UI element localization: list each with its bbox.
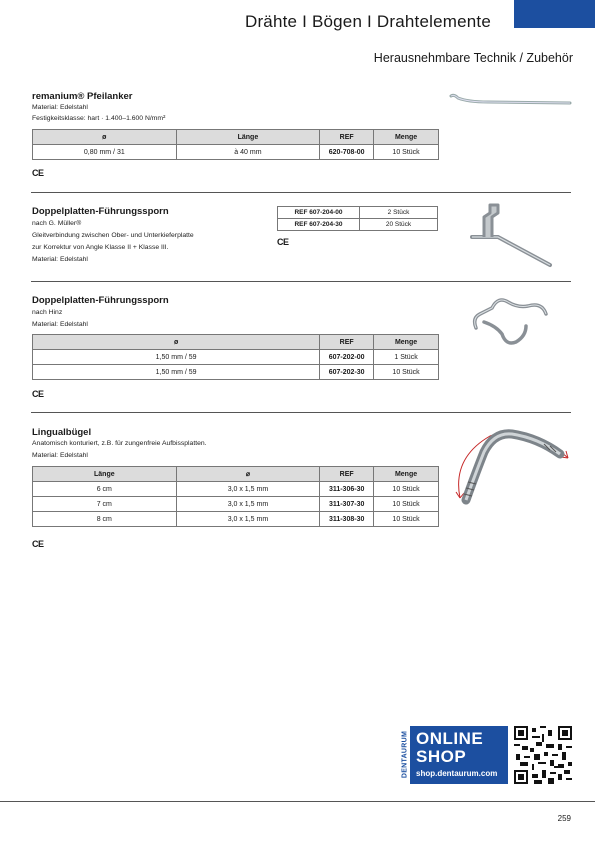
cell-length: à 40 mm — [176, 145, 320, 160]
shop-url-link[interactable]: shop.dentaurum.com — [416, 769, 498, 778]
table-row — [278, 219, 438, 231]
section-divider — [31, 281, 571, 282]
cell-diameter: 3,0 x 1,5 mm — [176, 497, 320, 512]
ce-mark: CE — [32, 539, 44, 549]
section4-title: Lingualbügel — [32, 427, 92, 438]
col-header-length: Länge — [176, 130, 320, 145]
col-header-quantity: Menge — [374, 130, 439, 145]
cell-quantity: 1 Stück — [374, 350, 439, 365]
cell-ref: 311-306-30 — [320, 482, 374, 497]
page-number: 259 — [557, 814, 571, 823]
cell-ref: 607-202-30 — [320, 365, 374, 380]
cell-ref: 607-202-00 — [320, 350, 374, 365]
section-divider — [31, 412, 571, 413]
cell-quantity: 10 Stück — [374, 365, 439, 380]
section2-table — [277, 206, 438, 231]
col-header-diameter: ø — [33, 130, 177, 145]
section4-desc: Anatomisch konturiert, z.B. für zungenfreie Aufbissplatten. — [32, 440, 207, 447]
cell-quantity: 2 Stück — [360, 207, 438, 219]
shop-label: SHOP — [416, 747, 467, 766]
section2-author: nach G. Müller® — [32, 220, 82, 227]
online-label: ONLINE — [416, 729, 484, 748]
cell-length: 8 cm — [33, 512, 177, 527]
page-header-title: Drähte I Bögen I Drahtelemente — [244, 12, 491, 31]
cell-quantity: 10 Stück — [374, 145, 439, 160]
cell-quantity: 10 Stück — [374, 482, 439, 497]
section-divider — [31, 192, 571, 193]
table-row — [33, 482, 439, 497]
cell-diameter: 0,80 mm / 31 — [33, 145, 177, 160]
ce-mark: CE — [32, 168, 44, 178]
cell-quantity: 10 Stück — [374, 497, 439, 512]
section2-desc2: zur Korrektur von Angle Klasse II + Klasse III. — [32, 244, 169, 251]
header-blue-tab — [514, 0, 595, 28]
table-header-row — [33, 467, 439, 482]
table-header-row — [33, 335, 439, 350]
section3-material: Material: Edelstahl — [32, 321, 88, 328]
footer-divider — [0, 801, 595, 802]
ce-mark: CE — [277, 237, 289, 247]
section3-title: Doppelplatten-Führungssporn — [32, 295, 169, 306]
cell-diameter: 1,50 mm / 59 — [33, 350, 320, 365]
table-row — [33, 350, 439, 365]
cell-ref: 620-708-00 — [320, 145, 374, 160]
online-shop-banner[interactable] — [398, 726, 573, 786]
table-row — [33, 497, 439, 512]
pfeilanker-wire-image — [448, 92, 574, 110]
col-header-diameter: ⌀ — [176, 467, 320, 482]
cell-quantity: 20 Stück — [360, 219, 438, 231]
table-row — [278, 207, 438, 219]
cell-ref: REF 607-204-30 — [278, 219, 360, 231]
table-row — [33, 365, 439, 380]
section2-desc1: Gleitverbindung zwischen Ober- und Unterkieferplatte — [32, 232, 194, 239]
col-header-ref: REF — [320, 467, 374, 482]
cell-ref: 311-307-30 — [320, 497, 374, 512]
section1-material: Material: Edelstahl — [32, 104, 88, 111]
col-header-ref: REF — [320, 335, 374, 350]
table-row — [33, 145, 439, 160]
col-header-length: Länge — [33, 467, 177, 482]
lingualbuegel-image — [450, 418, 578, 510]
section4-table — [32, 466, 439, 527]
table-header-row — [33, 130, 439, 145]
fuehrungssporn-hinz-image — [470, 292, 552, 354]
cell-length: 6 cm — [33, 482, 177, 497]
section2-title: Doppelplatten-Führungssporn — [32, 206, 169, 217]
cell-length: 7 cm — [33, 497, 177, 512]
col-header-quantity: Menge — [374, 467, 439, 482]
cell-diameter: 1,50 mm / 59 — [33, 365, 320, 380]
ce-mark: CE — [32, 389, 44, 399]
online-shop-box[interactable] — [410, 726, 508, 784]
cell-ref: 311-308-30 — [320, 512, 374, 527]
cell-diameter: 3,0 x 1,5 mm — [176, 512, 320, 527]
section4-material: Material: Edelstahl — [32, 452, 88, 459]
fuehrungssporn-mueller-image — [468, 203, 556, 269]
col-header-quantity: Menge — [374, 335, 439, 350]
section1-table — [32, 129, 439, 160]
section2-material: Material: Edelstahl — [32, 256, 88, 263]
cell-ref: REF 607-204-00 — [278, 207, 360, 219]
col-header-ref: REF — [320, 130, 374, 145]
qr-code-icon[interactable] — [514, 726, 572, 784]
section1-strength: Festigkeitsklasse: hart · 1.400–1.600 N/mm² — [32, 115, 166, 122]
section3-table — [32, 334, 439, 380]
cell-diameter: 3,0 x 1,5 mm — [176, 482, 320, 497]
col-header-diameter: ø — [33, 335, 320, 350]
page-subtitle: Herausnehmbare Technik / Zubehör — [373, 51, 573, 65]
dentaurum-vertical-label: DENTAURUM — [401, 730, 409, 779]
section3-author: nach Hinz — [32, 309, 63, 316]
table-row — [33, 512, 439, 527]
section1-title: remanium® Pfeilanker — [32, 91, 133, 102]
cell-quantity: 10 Stück — [374, 512, 439, 527]
